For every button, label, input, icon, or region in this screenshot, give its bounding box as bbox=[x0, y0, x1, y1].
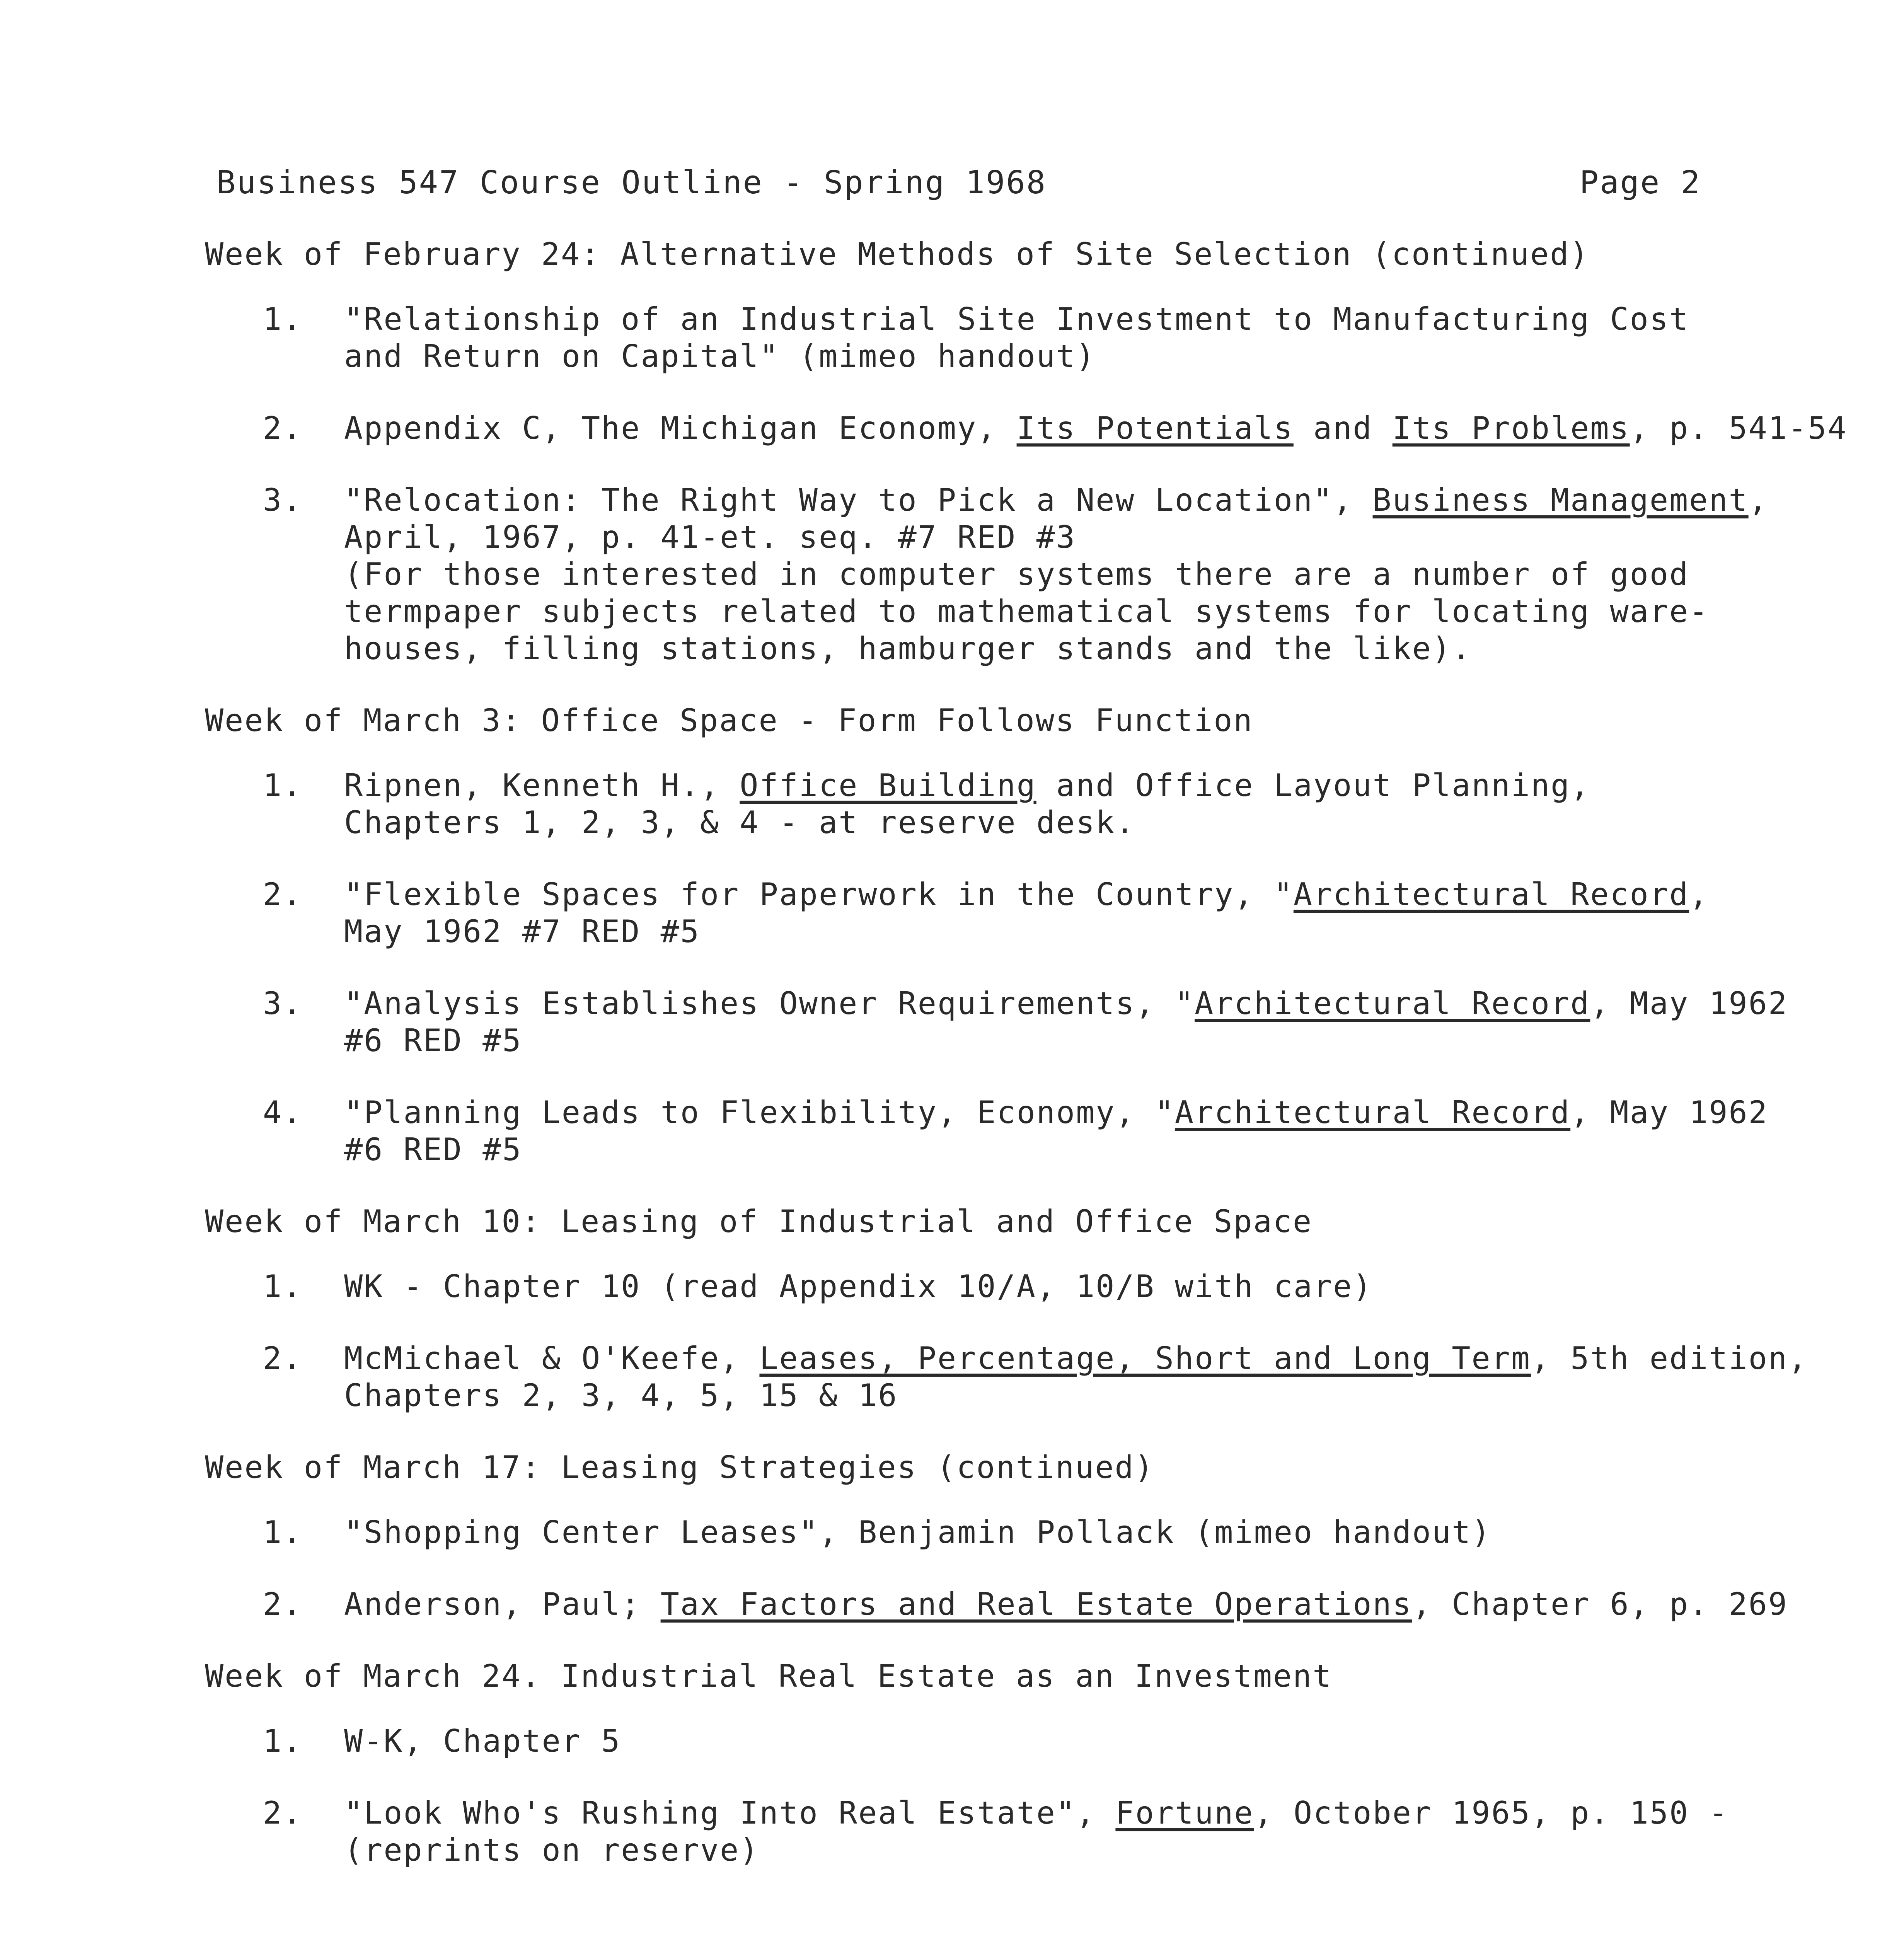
text-segment: "Planning Leads to Flexibility, Economy, " bbox=[344, 1094, 1175, 1130]
text-segment: , May 1962 bbox=[1570, 1094, 1768, 1130]
text-segment: "Analysis Establishes Owner Requirements, " bbox=[344, 985, 1195, 1021]
week-section bbox=[205, 1203, 1829, 1414]
text-line bbox=[344, 1131, 1829, 1168]
reading-item bbox=[205, 1268, 1829, 1305]
week-heading: Week of March 24. Industrial Real Estate as an Investment bbox=[205, 1658, 1333, 1694]
text-line bbox=[344, 482, 1829, 519]
item-number: 1. bbox=[263, 1514, 303, 1550]
text-segment: (reprints on reserve) bbox=[344, 1832, 760, 1868]
text-line bbox=[344, 410, 1848, 447]
underlined-title: Fortune bbox=[1115, 1795, 1254, 1831]
item-text bbox=[344, 1340, 1829, 1414]
page-header bbox=[216, 164, 1724, 207]
reading-item bbox=[205, 482, 1829, 667]
item-number: 2. bbox=[263, 1586, 303, 1622]
reading-item bbox=[205, 1586, 1829, 1623]
text-line bbox=[344, 519, 1829, 556]
text-line bbox=[344, 338, 1829, 375]
text-line bbox=[344, 630, 1829, 667]
reading-item bbox=[205, 985, 1829, 1059]
reading-item bbox=[205, 767, 1829, 841]
text-line bbox=[344, 913, 1829, 950]
text-line bbox=[344, 767, 1829, 804]
text-segment: W-K, Chapter 5 bbox=[344, 1723, 621, 1759]
text-line bbox=[344, 1022, 1829, 1059]
week-heading: Week of March 3: Office Space - Form Follows Function bbox=[205, 702, 1253, 738]
reading-item bbox=[205, 1094, 1829, 1168]
week-heading: Week of March 10: Leasing of Industrial and Office Space bbox=[205, 1203, 1313, 1239]
item-number: 3. bbox=[263, 985, 303, 1021]
item-number: 2. bbox=[263, 876, 303, 912]
item-text bbox=[344, 1268, 1829, 1305]
item-number: 1. bbox=[263, 1723, 303, 1759]
text-segment: "Relocation: The Right Way to Pick a New Location", bbox=[344, 482, 1373, 518]
text-segment: , bbox=[1689, 876, 1709, 912]
underlined-title: Office Building bbox=[740, 767, 1036, 803]
item-number: 2. bbox=[263, 1340, 303, 1376]
text-segment: Chapters 2, 3, 4, 5, 15 & 16 bbox=[344, 1377, 898, 1413]
underlined-title: Its Potentials bbox=[1016, 410, 1294, 446]
underlined-title: Its Problems bbox=[1392, 410, 1630, 446]
page-number: Page 2 bbox=[1579, 164, 1701, 201]
item-number: 1. bbox=[263, 767, 303, 803]
week-heading: Week of March 17: Leasing Strategies (continued) bbox=[205, 1449, 1154, 1485]
text-segment: houses, filling stations, hamburger stands and the like). bbox=[344, 631, 1472, 666]
text-segment: , 5th edition, bbox=[1531, 1340, 1808, 1376]
text-line bbox=[344, 804, 1829, 841]
item-text bbox=[344, 1514, 1829, 1551]
item-number: 4. bbox=[263, 1094, 303, 1130]
item-text bbox=[344, 767, 1829, 841]
text-line bbox=[344, 1340, 1829, 1377]
text-segment: "Flexible Spaces for Paperwork in the Country, " bbox=[344, 876, 1294, 912]
text-segment: , May 1962 bbox=[1590, 985, 1788, 1021]
text-segment: and Return on Capital" (mimeo handout) bbox=[344, 338, 1096, 374]
item-number: 1. bbox=[263, 301, 303, 337]
text-line bbox=[344, 985, 1829, 1022]
text-segment: , October 1965, p. 150 - bbox=[1254, 1795, 1729, 1831]
item-text bbox=[344, 1094, 1829, 1168]
week-heading: Week of February 24: Alternative Methods of Site Selection (continued) bbox=[205, 236, 1590, 272]
text-segment: (For those interested in computer systems there are a number of good bbox=[344, 556, 1689, 592]
text-segment: #6 RED #5 bbox=[344, 1023, 522, 1059]
item-number: 3. bbox=[263, 482, 303, 518]
text-segment: , Chapter 6, p. 269 bbox=[1412, 1586, 1788, 1622]
reading-item bbox=[205, 301, 1829, 375]
text-segment: "Look Who's Rushing Into Real Estate", bbox=[344, 1795, 1116, 1831]
item-number: 2. bbox=[263, 410, 303, 446]
underlined-title: Architectural Record bbox=[1293, 876, 1689, 912]
reading-item bbox=[205, 1723, 1829, 1760]
course-title: Business 547 Course Outline - Spring 1968 bbox=[216, 164, 1047, 201]
underlined-title: Architectural Record bbox=[1174, 1094, 1571, 1130]
text-segment: and Office Layout Planning, bbox=[1036, 767, 1590, 803]
item-text bbox=[344, 876, 1829, 950]
item-text bbox=[344, 985, 1829, 1059]
text-segment: #6 RED #5 bbox=[344, 1132, 522, 1168]
underlined-title: Architectural Record bbox=[1195, 985, 1590, 1021]
text-segment: and bbox=[1293, 410, 1393, 446]
text-segment: Ripnen, Kenneth H., bbox=[344, 767, 740, 803]
text-line bbox=[344, 1268, 1829, 1305]
text-segment: May 1962 #7 RED #5 bbox=[344, 914, 700, 949]
text-segment: termpaper subjects related to mathematical systems for locating ware- bbox=[344, 593, 1709, 629]
underlined-title: Tax Factors and Real Estate Operations bbox=[660, 1586, 1412, 1622]
week-section bbox=[205, 702, 1829, 1168]
item-text bbox=[344, 410, 1848, 447]
reading-item bbox=[205, 1514, 1829, 1551]
text-segment: "Shopping Center Leases", Benjamin Pollack (mimeo handout) bbox=[344, 1514, 1491, 1550]
reading-item bbox=[205, 410, 1848, 447]
text-line bbox=[344, 1586, 1829, 1623]
text-line bbox=[344, 556, 1829, 593]
text-segment: April, 1967, p. 41-et. seq. #7 RED #3 bbox=[344, 519, 1076, 555]
week-section bbox=[205, 236, 1848, 667]
item-text bbox=[344, 301, 1829, 375]
text-segment: Anderson, Paul; bbox=[344, 1586, 661, 1622]
text-line bbox=[344, 1723, 1829, 1760]
reading-item bbox=[205, 1340, 1829, 1414]
reading-item bbox=[205, 1795, 1829, 1869]
text-line bbox=[344, 1795, 1829, 1832]
text-line bbox=[344, 301, 1829, 338]
underlined-title: Leases, Percentage, Short and Long Term bbox=[759, 1340, 1531, 1376]
text-segment: , bbox=[1748, 482, 1768, 518]
week-section bbox=[205, 1449, 1829, 1623]
reading-item bbox=[205, 876, 1829, 950]
course-outline bbox=[205, 236, 1848, 1904]
text-segment: Chapters 1, 2, 3, & 4 - at reserve desk. bbox=[344, 805, 1135, 840]
text-line bbox=[344, 876, 1829, 913]
underlined-title: Business Management bbox=[1372, 482, 1749, 518]
week-section bbox=[205, 1658, 1829, 1869]
item-number: 2. bbox=[263, 1795, 303, 1831]
text-line bbox=[344, 1377, 1829, 1414]
text-segment: Appendix C, The Michigan Economy, bbox=[344, 410, 1017, 446]
text-line bbox=[344, 1094, 1829, 1131]
text-segment: , p. 541-54 bbox=[1630, 410, 1848, 446]
item-text bbox=[344, 1723, 1829, 1760]
text-line bbox=[344, 593, 1829, 630]
item-text bbox=[344, 1586, 1829, 1623]
item-number: 1. bbox=[263, 1268, 303, 1304]
text-segment: "Relationship of an Industrial Site Investment to Manufacturing Cost bbox=[344, 301, 1689, 337]
text-segment: McMichael & O'Keefe, bbox=[344, 1340, 760, 1376]
text-segment: WK - Chapter 10 (read Appendix 10/A, 10/B with care) bbox=[344, 1268, 1373, 1304]
item-text bbox=[344, 482, 1829, 667]
item-text bbox=[344, 1795, 1829, 1869]
text-line bbox=[344, 1832, 1829, 1869]
text-line bbox=[344, 1514, 1829, 1551]
